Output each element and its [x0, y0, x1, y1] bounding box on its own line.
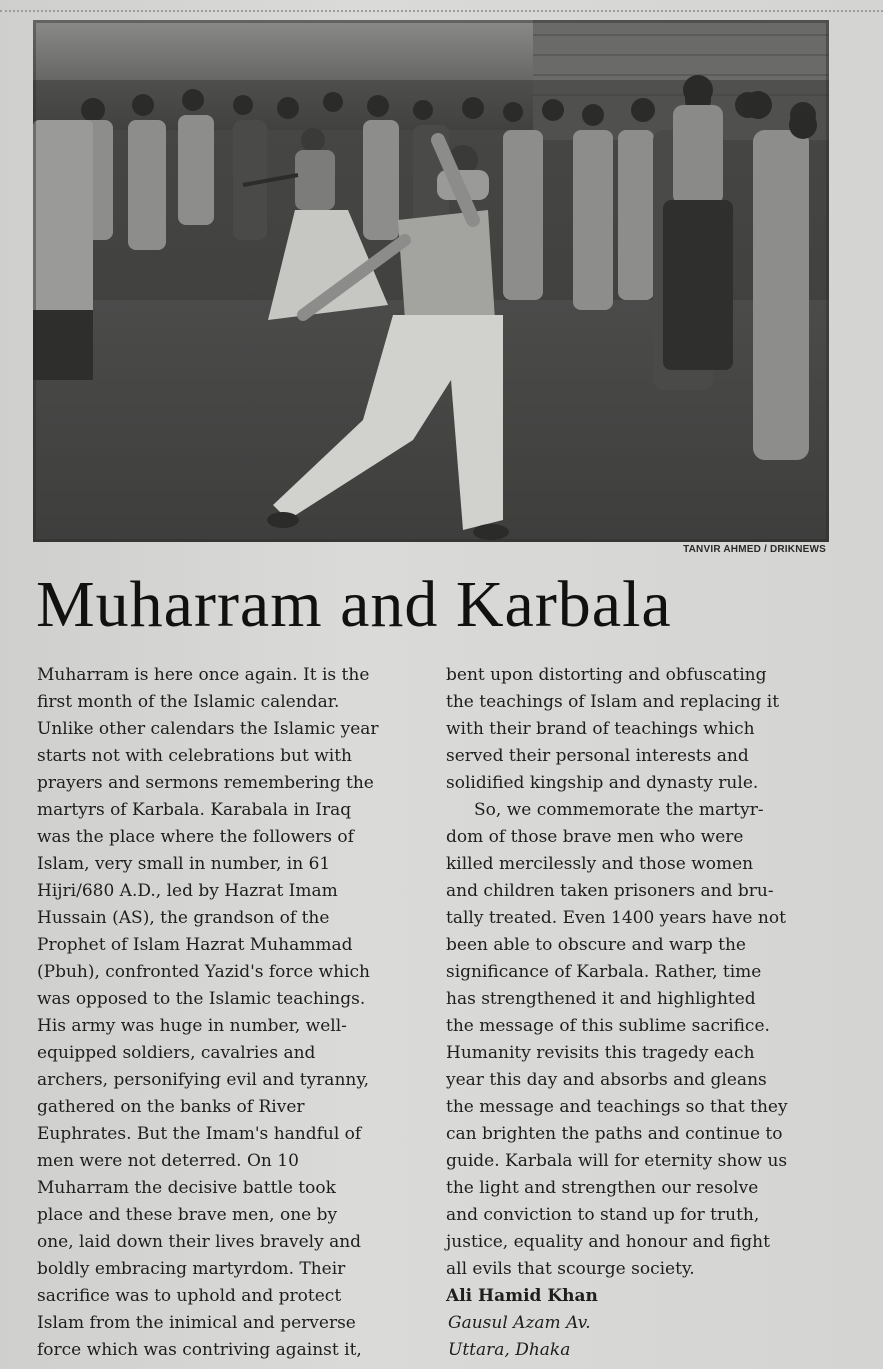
top-dotted-rule: [0, 10, 883, 12]
news-photo: [33, 20, 829, 542]
text-line: the teachings of Islam and replacing it: [446, 692, 780, 712]
photo-image: [33, 20, 829, 542]
text-line: Euphrates. But the Imam's handful of: [37, 1124, 362, 1144]
text-line: tally treated. Even 1400 years have not: [446, 908, 786, 928]
text-line: guide. Karbala will for eternity show us: [446, 1151, 788, 1171]
text-line: significance of Karbala. Rather, time: [446, 962, 762, 982]
text-line: been able to obscure and warp the: [446, 935, 746, 955]
text-line: justice, equality and honour and fight: [446, 1232, 770, 1252]
text-line: prayers and sermons remembering the: [37, 773, 374, 793]
article-column-right: [446, 662, 846, 1364]
text-line: with their brand of teachings which: [446, 719, 755, 739]
text-line: all evils that scourge society.: [446, 1259, 695, 1279]
text-line: dom of those brave men who were: [446, 827, 744, 847]
text-line: the light and strengthen our resolve: [446, 1178, 759, 1198]
text-line: force which was contriving against it,: [37, 1340, 362, 1360]
text-line: martyrs of Karbala. Karabala in Iraq: [37, 800, 352, 820]
article-headline: Muharram and Karbala: [36, 568, 672, 641]
text-line: place and these brave men, one by: [37, 1205, 338, 1225]
text-line: starts not with celebrations but with: [37, 746, 353, 766]
text-line: killed mercilessly and those women: [446, 854, 754, 874]
text-line: the message and teachings so that they: [446, 1097, 788, 1117]
text-line: His army was huge in number, well-: [37, 1016, 347, 1036]
text-line: the message of this sublime sacrifice.: [446, 1016, 770, 1036]
text-line: archers, personifying evil and tyranny,: [37, 1070, 370, 1090]
paragraph-start-line: So, we commemorate the martyr-: [474, 800, 764, 820]
author-address-line-2: Uttara, Dhaka: [448, 1340, 571, 1360]
text-line: sacrifice was to uphold and protect: [37, 1286, 342, 1306]
text-line: Islam, very small in number, in 61: [37, 854, 331, 874]
text-line: (Pbuh), confronted Yazid's force which: [37, 962, 370, 982]
text-line: gathered on the banks of River: [37, 1097, 305, 1117]
text-line: Muharram the decisive battle took: [37, 1178, 336, 1198]
text-line: was the place where the followers of: [37, 827, 354, 847]
text-line: can brighten the paths and continue to: [446, 1124, 783, 1144]
author-address-line-1: Gausul Azam Av.: [448, 1313, 591, 1333]
text-line: year this day and absorbs and gleans: [446, 1070, 767, 1090]
text-line: Prophet of Islam Hazrat Muhammad: [37, 935, 353, 955]
author-name: Ali Hamid Khan: [446, 1286, 598, 1306]
text-line: Islam from the inimical and perverse: [37, 1313, 356, 1333]
text-line: one, laid down their lives bravely and: [37, 1232, 362, 1252]
text-line: boldly embracing martyrdom. Their: [37, 1259, 346, 1279]
text-line: bent upon distorting and obfuscating: [446, 665, 767, 685]
text-line: was opposed to the Islamic teachings.: [37, 989, 366, 1009]
text-line: equipped soldiers, cavalries and: [37, 1043, 316, 1063]
text-line: Muharram is here once again. It is the: [37, 665, 370, 685]
article-column-left: [37, 662, 432, 1364]
photo-credit: TANVIR AHMED / DRIKNEWS: [683, 544, 826, 555]
text-line: has strengthened it and highlighted: [446, 989, 756, 1009]
text-line: served their personal interests and: [446, 746, 749, 766]
text-line: and children taken prisoners and bru-: [446, 881, 774, 901]
text-line: Hijri/680 A.D., led by Hazrat Imam: [37, 881, 338, 901]
text-line: and conviction to stand up for truth,: [446, 1205, 760, 1225]
text-line: men were not deterred. On 10: [37, 1151, 299, 1171]
text-line: first month of the Islamic calendar.: [37, 692, 340, 712]
text-line: solidified kingship and dynasty rule.: [446, 773, 759, 793]
text-line: Hussain (AS), the grandson of the: [37, 908, 330, 928]
text-line: Humanity revisits this tragedy each: [446, 1043, 755, 1063]
text-line: Unlike other calendars the Islamic year: [37, 719, 379, 739]
